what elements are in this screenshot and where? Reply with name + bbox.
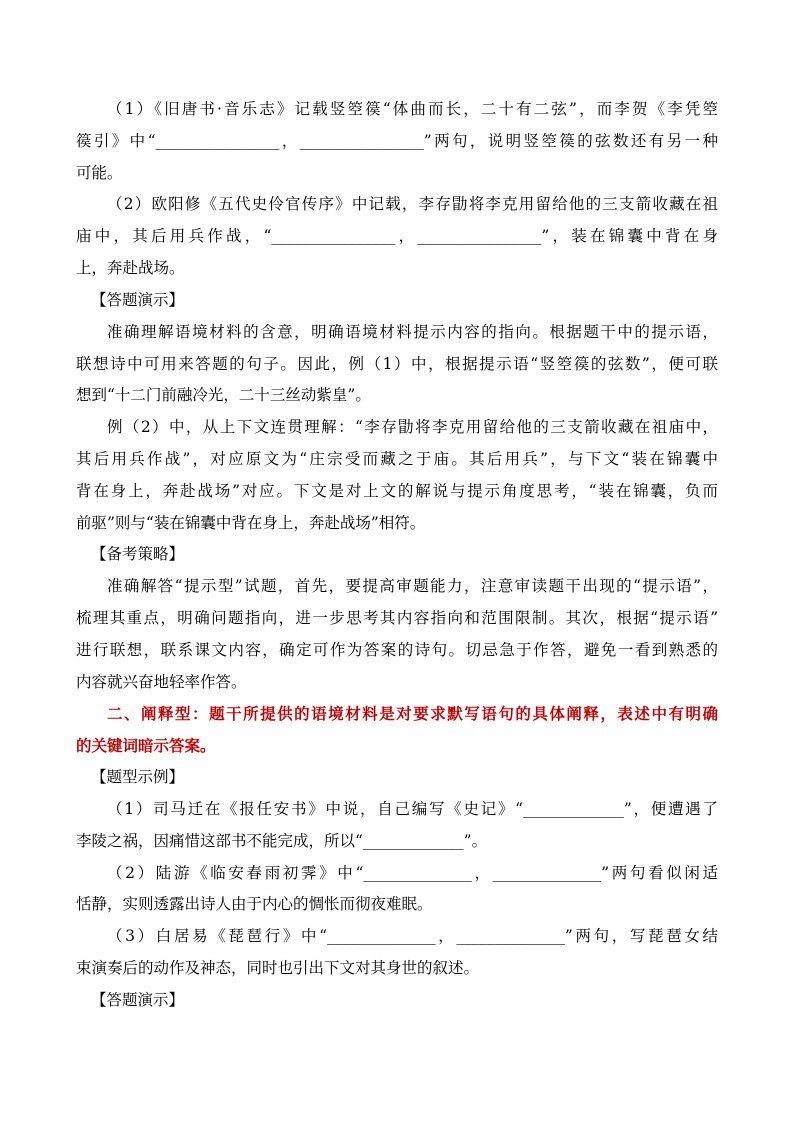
section-2-item-2 bbox=[76, 858, 718, 922]
example-1-line-3: 可能。 bbox=[76, 163, 123, 182]
section-2-item-3-line-2: 束演奏后的动作及神态，同时也引出下文对其身世的叙述。 bbox=[76, 958, 480, 977]
answer-demo-para-1-line-3: 想到“十二门前融冷光，二十三丝动紫皇”。 bbox=[76, 386, 371, 405]
document-body bbox=[76, 94, 718, 1017]
section-2-item-2-line-2: 恬静，实则透露出诗人由于内心的惆怅而彻夜难眠。 bbox=[76, 895, 433, 914]
answer-demo-heading-2: 【答题演示】 bbox=[91, 990, 185, 1009]
strategy-line-2: 梳理其重点，明确问题指向，进一步思考其内容指向和范围限制。其次，根据“提示语” bbox=[76, 609, 718, 627]
section-2-item-2-line-1: （2）陆游《临安春雨初霁》中“______________，______________”两句看似闲适 bbox=[107, 863, 718, 882]
example-item-2 bbox=[76, 189, 718, 284]
strategy-heading: 【备考策略】 bbox=[91, 545, 185, 564]
answer-demo-para-2-line-4: 前驱”则与“装在锦囊中背在身上，奔赴战场”相符。 bbox=[76, 513, 426, 532]
answer-demo-para-1-line-2: 联想诗中可用来答题的句子。因此，例（1）中，根据提示语“竖箜篌的弦数”，便可联 bbox=[76, 354, 718, 373]
section-2-title-line-2: 的关键词暗示答案。 bbox=[76, 736, 216, 756]
section-2-item-1-line-2: 李陵之祸，因痛惜这部书不能完成，所以“_____________”。 bbox=[76, 831, 488, 850]
answer-demo-section bbox=[76, 285, 718, 540]
section-2-item-3-line-1: （3）白居易《琵琶行》中“______________，______________”两句，写琵琶女结 bbox=[107, 927, 718, 946]
answer-demo-para-2-line-3: 背在身上，奔赴战场”对应。下文是对上文的解说与提示角度思考，“装在锦囊，负而 bbox=[76, 481, 718, 500]
answer-demo-para-2-line-2: 其后用兵作战”，对应原文为“庄宗受而藏之于庙。其后用兵”，与下文“装在锦囊中 bbox=[76, 449, 718, 468]
example-2-line-3: 上，奔赴战场。 bbox=[76, 259, 185, 278]
strategy-section bbox=[76, 539, 718, 698]
answer-demo-para-1-line-1: 准确理解语境材料的含意，明确语境材料提示内容的指向。根据题干中的提示语， bbox=[107, 322, 718, 341]
section-2-title-line-1: 二、阐释型：题干所提供的语境材料是对要求默写语句的具体阐释，表述中有明确 bbox=[107, 704, 718, 724]
example-item-1 bbox=[76, 94, 718, 189]
section-2-item-3 bbox=[76, 921, 718, 985]
strategy-line-3: 进行联想，联系课文内容，确定可作为答案的诗句。切忌急于作答，避免一看到熟悉的 bbox=[76, 640, 718, 659]
example-2-line-1: （2）欧阳修《五代史伶官传序》中记载，李存勖将李克用留给他的三支箭收藏在祖 bbox=[107, 195, 718, 214]
example-1-line-2: 篌引》中“________________，________________”两句，说明竖箜篌的弦数还有另一种 bbox=[76, 131, 718, 150]
answer-demo-para-2-line-1: 例（2）中，从上下文连贯理解：“李存勖将李克用留给他的三支箭收藏在祖庙中， bbox=[107, 418, 718, 437]
strategy-line-4: 内容就兴奋地轻率作答。 bbox=[76, 672, 247, 691]
section-2-item-1 bbox=[76, 794, 718, 858]
section-2-item-1-line-1: （1）司马迁在《报任安书》中说，自己编写《史记》“_____________”，便遭遇了 bbox=[107, 799, 718, 818]
answer-demo-heading: 【答题演示】 bbox=[91, 290, 185, 309]
strategy-line-1: 准确解答“提示型”试题，首先，要提高审题能力，注意审读题干出现的“提示语”， bbox=[107, 577, 718, 596]
example-2-line-2: 庙中，其后用兵作战，“________________，________________”，装在锦囊中背在身 bbox=[76, 227, 718, 246]
example-heading: 【题型示例】 bbox=[91, 768, 185, 787]
example-1-line-1: （1）《旧唐书·音乐志》记载竖箜篌“体曲而长，二十有二弦”，而李贺《李凭箜 bbox=[107, 100, 718, 118]
section-2 bbox=[76, 698, 718, 1016]
